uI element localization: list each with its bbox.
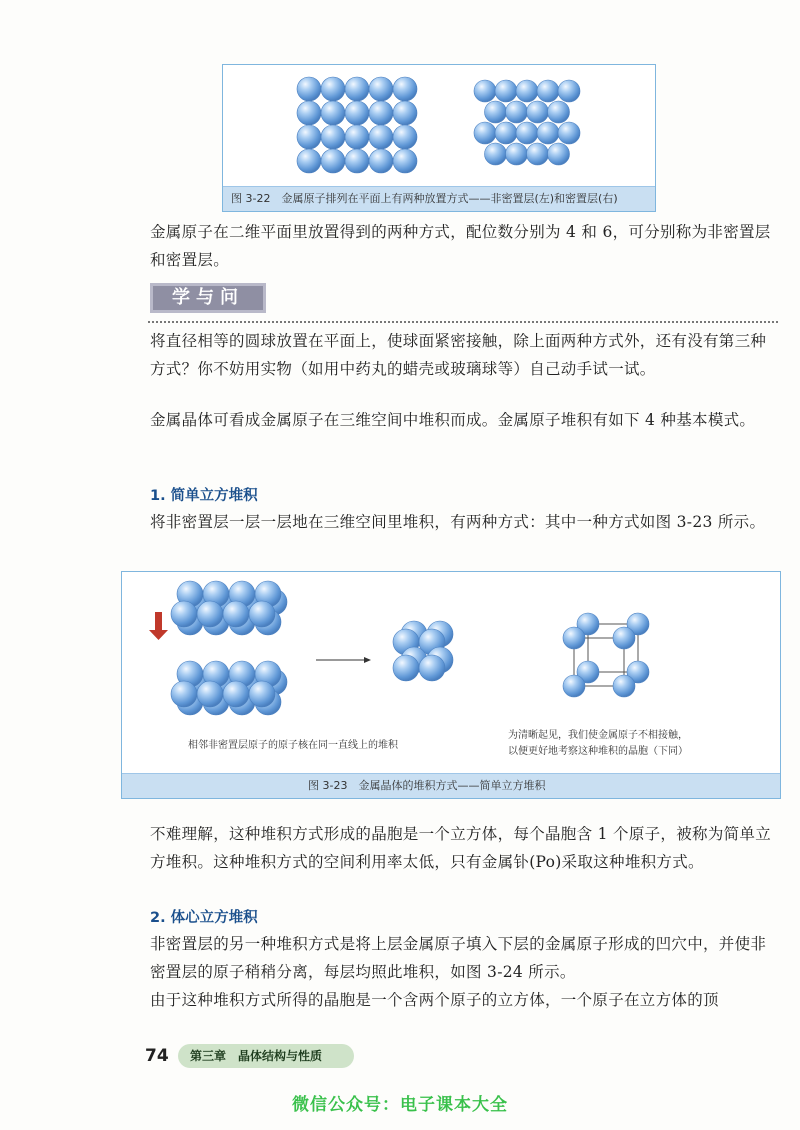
atom-lower-layer <box>171 681 197 707</box>
atom-non-close-packed <box>393 77 417 101</box>
atom-cube-corner <box>613 627 635 649</box>
atom-upper-layer <box>223 601 249 627</box>
atom-close-packed <box>485 101 507 123</box>
atom-unit-cell <box>419 655 445 681</box>
atom-lower-layer <box>197 681 223 707</box>
atom-close-packed <box>537 80 559 102</box>
atom-close-packed <box>506 101 528 123</box>
paragraph-planar-arrangement: 金属原子在二维平面里放置得到的两种方式，配位数分别为 4 和 6，可分别称为非密置层和密置层。 <box>150 223 771 269</box>
atom-non-close-packed <box>369 101 393 125</box>
atom-non-close-packed <box>369 77 393 101</box>
paragraph-bcc-1: 非密置层的另一种堆积方式是将上层金属原子填入下层的金属原子形成的凹穴中，并使非密置层的原子稍稍分离，每层均照此堆积，如图 3-24 所示。 <box>150 935 767 981</box>
atom-non-close-packed <box>393 149 417 173</box>
atom-upper-layer <box>249 601 275 627</box>
section-heading-bcc: 2. 体心立方堆积 <box>150 910 258 926</box>
paragraph-simple-cubic-cell: 不难理解，这种堆积方式形成的晶胞是一个立方体，每个晶胞含 1 个原子，被称为简单立方堆积。这种堆积方式的空间利用率太低，只有金属钋(Po)采取这种堆积方式。 <box>150 825 772 871</box>
xuewen-banner: 学与问 <box>150 283 266 313</box>
atom-close-packed <box>485 143 507 165</box>
atom-close-packed <box>558 122 580 144</box>
atom-unit-cell <box>393 655 419 681</box>
section-heading-simple-cubic: 1. 简单立方堆积 <box>150 488 258 504</box>
atom-non-close-packed <box>321 101 345 125</box>
atom-cube-corner <box>563 627 585 649</box>
right-diagram-label-line1: 为清晰起见，我们使金属原子不相接触， <box>508 730 688 741</box>
atom-non-close-packed <box>297 149 321 173</box>
atom-non-close-packed <box>345 101 369 125</box>
atom-close-packed <box>548 143 570 165</box>
atom-non-close-packed <box>393 125 417 149</box>
atom-close-packed <box>516 122 538 144</box>
atom-close-packed <box>474 80 496 102</box>
xuewen-question: 将直径相等的圆球放置在平面上，使球面紧密接触，除上面两种方式外，还有没有第三种方式？你不妨用实物（如用中药丸的蜡壳或玻璃球等）自己动手试一试。 <box>150 332 767 378</box>
atom-upper-layer <box>197 601 223 627</box>
atom-lower-layer <box>249 681 275 707</box>
atom-close-packed <box>537 122 559 144</box>
atom-close-packed <box>516 80 538 102</box>
atom-non-close-packed <box>321 77 345 101</box>
atom-close-packed <box>558 80 580 102</box>
down-arrow-icon <box>149 612 168 640</box>
atom-close-packed <box>506 143 528 165</box>
figure-3-22 <box>222 64 656 212</box>
atom-non-close-packed <box>369 125 393 149</box>
figure-3-23-caption: 图 3-23 金属晶体的堆积方式——简单立方堆积 <box>122 773 780 798</box>
atom-non-close-packed <box>345 77 369 101</box>
chapter-label: 第三章 晶体结构与性质 <box>178 1044 354 1068</box>
atom-close-packed <box>495 122 517 144</box>
atom-close-packed <box>495 80 517 102</box>
atom-non-close-packed <box>369 149 393 173</box>
atom-layers-diagram <box>223 65 655 187</box>
right-diagram-label-line2: 以便更好地考察这种堆积的晶胞（下同） <box>508 746 688 757</box>
atom-cube-corner <box>563 675 585 697</box>
atom-non-close-packed <box>393 101 417 125</box>
atom-non-close-packed <box>297 77 321 101</box>
page-number: 74 <box>145 1046 169 1066</box>
atom-cube-corner <box>613 675 635 697</box>
atom-non-close-packed <box>321 149 345 173</box>
paragraph-simple-cubic: 将非密置层一层一层地在三维空间里堆积，有两种方式：其中一种方式如图 3-23 所示。 <box>150 513 766 531</box>
atom-non-close-packed <box>345 149 369 173</box>
left-diagram-label: 相邻非密置层原子的原子核在同一直线上的堆积 <box>188 740 398 751</box>
figure-3-23 <box>121 571 781 799</box>
figure-3-22-caption: 图 3-22 金属原子排列在平面上有两种放置方式——非密置层(左)和密置层(右) <box>223 186 655 211</box>
atom-lower-layer <box>223 681 249 707</box>
dotted-divider <box>148 321 778 323</box>
arrow-head-icon <box>364 657 371 663</box>
paragraph-bcc-2: 由于这种堆积方式所得的晶胞是一个含两个原子的立方体，一个原子在立方体的顶 <box>150 991 719 1009</box>
wechat-watermark: 微信公众号：电子课本大全 <box>292 1095 508 1115</box>
atom-close-packed <box>474 122 496 144</box>
atom-non-close-packed <box>297 101 321 125</box>
atom-close-packed <box>527 101 549 123</box>
atom-close-packed <box>548 101 570 123</box>
atom-close-packed <box>527 143 549 165</box>
atom-non-close-packed <box>297 125 321 149</box>
atom-upper-layer <box>171 601 197 627</box>
atom-non-close-packed <box>321 125 345 149</box>
paragraph-stacking-intro: 金属晶体可看成金属原子在三维空间中堆积而成。金属原子堆积有如下 4 种基本模式。 <box>150 411 756 429</box>
atom-non-close-packed <box>345 125 369 149</box>
